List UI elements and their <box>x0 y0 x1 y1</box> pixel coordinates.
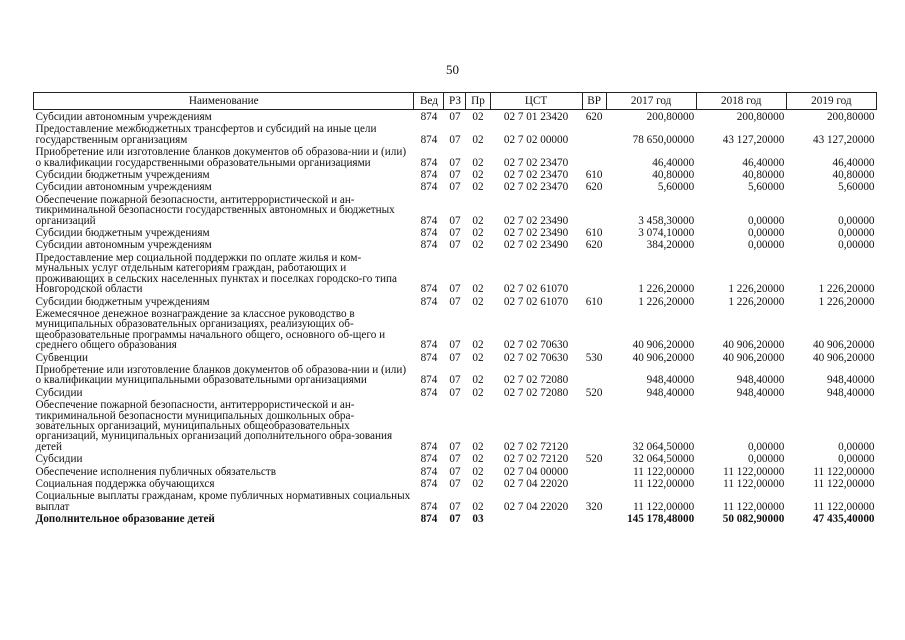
row-2019: 43 127,20000 <box>812 133 875 146</box>
row-rz: 07 <box>449 156 461 169</box>
total-2019: 47 435,40000 <box>812 513 875 526</box>
table-row <box>34 238 877 250</box>
row-2019: 40,80000 <box>832 169 875 182</box>
row-rz: 07 <box>449 465 461 478</box>
row-vr: 620 <box>585 111 603 123</box>
total-ved: 874 <box>420 513 438 526</box>
row-2018: 46,40000 <box>742 156 785 169</box>
row-rz: 07 <box>449 133 461 146</box>
row-ved: 874 <box>420 283 438 296</box>
row-cst: 02 7 02 72120 <box>503 440 569 453</box>
row-2018: 948,40000 <box>736 386 785 399</box>
row-rz: 07 <box>449 181 461 194</box>
row-2019: 0,00000 <box>838 440 875 453</box>
row-2019: 5,60000 <box>838 181 875 194</box>
row-2017: 46,40000 <box>652 156 695 169</box>
row-pr: 02 <box>472 453 484 466</box>
row-rz: 07 <box>449 214 461 227</box>
row-rz: 07 <box>449 386 461 399</box>
row-2018: 43 127,20000 <box>722 133 785 146</box>
row-2017: 384,20000 <box>646 239 695 252</box>
row-2018: 11 122,00000 <box>723 465 785 478</box>
table-row <box>34 251 877 295</box>
row-vr: 610 <box>585 295 603 308</box>
row-2019: 11 122,00000 <box>813 478 875 490</box>
row-ved: 874 <box>420 181 438 194</box>
row-pr: 02 <box>472 111 484 123</box>
row-vr: 320 <box>585 500 603 513</box>
row-name: Приобретение или изготовление бланков документов об образова-нии и (или) о квалификации государственными образовательными организациями <box>35 146 407 169</box>
row-cst: 02 7 04 22020 <box>503 500 569 513</box>
table-row <box>34 180 877 192</box>
row-name: Обеспечение пожарной безопасности, антитеррористической и ан-тикриминальной безопасности государственных автономных и бюджетных организаций <box>35 193 395 227</box>
total-row <box>34 512 877 524</box>
row-2017: 40 906,20000 <box>632 339 695 352</box>
total-name: Дополнительное образование детей <box>35 513 215 526</box>
row-ved: 874 <box>420 440 438 453</box>
row-pr: 02 <box>472 500 484 513</box>
row-2017: 78 650,00000 <box>632 133 695 146</box>
row-vr <box>582 145 606 168</box>
row-cst: 02 7 01 23420 <box>503 111 569 123</box>
row-cst: 02 7 02 23470 <box>503 181 569 194</box>
row-2018: 40 906,20000 <box>722 351 785 364</box>
row-cst: 02 7 02 61070 <box>503 295 569 308</box>
row-2017: 40,80000 <box>652 169 695 182</box>
row-2019: 11 122,00000 <box>813 500 875 513</box>
row-vr <box>582 122 606 145</box>
column-header-vr: ВР <box>582 93 606 110</box>
table-row <box>34 145 877 168</box>
row-2019: 0,00000 <box>838 453 875 466</box>
row-2019: 200,80000 <box>826 111 875 123</box>
table-row <box>34 351 877 363</box>
row-ved: 874 <box>420 169 438 182</box>
row-name: Субсидии бюджетным учреждениям <box>35 227 210 240</box>
table-row <box>34 295 877 307</box>
row-2017: 40 906,20000 <box>632 351 695 364</box>
row-name: Субсидии бюджетным учреждениям <box>35 295 210 308</box>
column-header-pr: Пр <box>466 93 490 110</box>
table-row <box>34 398 877 452</box>
row-rz: 07 <box>449 374 461 387</box>
row-ved: 874 <box>420 239 438 252</box>
row-2018: 11 122,00000 <box>723 500 785 513</box>
row-rz: 07 <box>449 295 461 308</box>
row-ved: 874 <box>420 500 438 513</box>
row-vr <box>582 307 606 351</box>
row-name: Субвенции <box>35 351 88 364</box>
row-cst: 02 7 02 23470 <box>503 169 569 182</box>
row-rz: 07 <box>449 111 461 123</box>
row-2019: 1 226,20000 <box>818 283 875 296</box>
row-2019: 948,40000 <box>826 374 875 387</box>
row-2018: 0,00000 <box>747 453 785 466</box>
total-2018: 50 082,90000 <box>722 513 785 526</box>
row-vr: 520 <box>585 386 603 399</box>
table-row <box>34 489 877 512</box>
row-pr: 02 <box>472 214 484 227</box>
row-name: Предоставление мер социальной поддержки по оплате жилья и ком-мунальных услуг отдельным категориям граждан, работающих и проживающих в сельских населенных пунктах и поселках городско-го типа Новгородской области <box>35 251 397 296</box>
row-name: Субсидии автономным учреждениям <box>35 239 212 252</box>
row-2018: 5,60000 <box>747 181 785 194</box>
row-name: Субсидии бюджетным учреждениям <box>35 169 210 182</box>
total-rz: 07 <box>449 513 461 526</box>
row-rz: 07 <box>449 351 461 364</box>
row-2017: 948,40000 <box>646 374 695 387</box>
table-row <box>34 363 877 386</box>
row-2018: 1 226,20000 <box>728 283 785 296</box>
row-vr: 520 <box>585 453 603 466</box>
row-pr: 02 <box>472 478 484 490</box>
row-pr: 02 <box>472 440 484 453</box>
row-pr: 02 <box>472 133 484 146</box>
row-2019: 0,00000 <box>838 214 875 227</box>
row-cst: 02 7 02 23470 <box>503 156 569 169</box>
row-name: Субсидии <box>35 386 83 399</box>
row-2017: 3 458,30000 <box>638 214 695 227</box>
row-2018: 1 226,20000 <box>728 295 785 308</box>
row-pr: 02 <box>472 295 484 308</box>
row-2017: 1 226,20000 <box>638 283 695 296</box>
row-2017: 948,40000 <box>646 386 695 399</box>
row-ved: 874 <box>420 111 438 123</box>
row-vr: 530 <box>585 351 603 364</box>
row-pr: 02 <box>472 374 484 387</box>
row-rz: 07 <box>449 440 461 453</box>
row-vr <box>582 465 606 477</box>
row-2018: 0,00000 <box>747 227 785 240</box>
row-2018: 948,40000 <box>736 374 785 387</box>
row-2019: 0,00000 <box>838 227 875 240</box>
row-vr: 620 <box>585 239 603 252</box>
row-ved: 874 <box>420 453 438 466</box>
row-rz: 07 <box>449 500 461 513</box>
table-row <box>34 477 877 489</box>
row-2019: 1 226,20000 <box>818 295 875 308</box>
table-row <box>34 168 877 180</box>
row-cst: 02 7 02 61070 <box>503 283 569 296</box>
row-cst: 02 7 02 70630 <box>503 339 569 352</box>
row-2017: 3 074,10000 <box>638 227 695 240</box>
row-2019: 40 906,20000 <box>812 351 875 364</box>
column-header-name: Наименование <box>34 93 414 110</box>
row-rz: 07 <box>449 239 461 252</box>
row-2017: 200,80000 <box>646 111 695 123</box>
column-header-2019: 2019 год <box>786 93 876 110</box>
row-2018: 40,80000 <box>742 169 785 182</box>
row-vr: 610 <box>585 169 603 182</box>
row-ved: 874 <box>420 227 438 240</box>
row-name: Приобретение или изготовление бланков документов об образова-нии и (или) о квалификации муниципальными образовательными организациями <box>35 363 407 387</box>
table-row <box>34 307 877 351</box>
row-ved: 874 <box>420 386 438 399</box>
table-row <box>34 122 877 145</box>
table-header <box>34 93 877 110</box>
row-rz: 07 <box>449 169 461 182</box>
row-pr: 02 <box>472 156 484 169</box>
row-rz: 07 <box>449 283 461 296</box>
column-header-cst: ЦСТ <box>490 93 582 110</box>
row-pr: 02 <box>472 351 484 364</box>
row-2018: 0,00000 <box>747 440 785 453</box>
row-2018: 0,00000 <box>747 239 785 252</box>
row-name: Социальная поддержка обучающихся <box>35 478 215 490</box>
row-cst: 02 7 02 00000 <box>503 133 569 146</box>
row-vr: 610 <box>585 227 603 240</box>
row-ved: 874 <box>420 374 438 387</box>
row-cst: 02 7 04 00000 <box>503 465 569 478</box>
column-header-2018: 2018 год <box>696 93 786 110</box>
row-ved: 874 <box>420 214 438 227</box>
row-2018: 11 122,00000 <box>723 478 785 490</box>
column-header-rz: РЗ <box>444 93 466 110</box>
row-2017: 1 226,20000 <box>638 295 695 308</box>
row-cst: 02 7 02 70630 <box>503 351 569 364</box>
budget-table <box>33 92 877 525</box>
total-cst <box>490 512 582 524</box>
total-vr <box>582 512 606 524</box>
column-header-2017: 2017 год <box>606 93 696 110</box>
row-2019: 948,40000 <box>826 386 875 399</box>
row-cst: 02 7 04 22020 <box>503 478 569 490</box>
row-2019: 40 906,20000 <box>812 339 875 352</box>
total-2017: 145 178,48000 <box>627 513 695 526</box>
table-row <box>34 452 877 464</box>
row-pr: 02 <box>472 169 484 182</box>
row-pr: 02 <box>472 465 484 478</box>
row-2019: 11 122,00000 <box>813 465 875 478</box>
row-2018: 200,80000 <box>736 111 785 123</box>
row-name: Обеспечение исполнения публичных обязательств <box>35 465 277 478</box>
row-2017: 32 064,50000 <box>632 440 695 453</box>
row-cst: 02 7 02 23490 <box>503 214 569 227</box>
table-row <box>34 386 877 398</box>
row-2017: 32 064,50000 <box>632 453 695 466</box>
page-number: 50 <box>446 62 459 77</box>
row-cst: 02 7 02 23490 <box>503 239 569 252</box>
column-header-ved: Вед <box>414 93 444 110</box>
row-name: Субсидии автономным учреждениям <box>35 111 212 123</box>
row-pr: 02 <box>472 339 484 352</box>
row-ved: 874 <box>420 351 438 364</box>
row-2017: 11 122,00000 <box>633 500 695 513</box>
row-ved: 874 <box>420 133 438 146</box>
row-cst: 02 7 02 72120 <box>503 453 569 466</box>
row-ved: 874 <box>420 156 438 169</box>
row-2018: 0,00000 <box>747 214 785 227</box>
row-cst: 02 7 02 72080 <box>503 386 569 399</box>
row-2019: 0,00000 <box>838 239 875 252</box>
row-pr: 02 <box>472 239 484 252</box>
row-pr: 02 <box>472 386 484 399</box>
total-pr: 03 <box>472 513 484 526</box>
row-rz: 07 <box>449 227 461 240</box>
table-row <box>34 110 877 123</box>
row-vr <box>582 251 606 295</box>
row-rz: 07 <box>449 339 461 352</box>
row-2018: 40 906,20000 <box>722 339 785 352</box>
row-name: Социальные выплаты гражданам, кроме публичных нормативных социальных выплат <box>35 490 411 513</box>
row-pr: 02 <box>472 181 484 194</box>
row-vr: 620 <box>585 181 603 194</box>
row-rz: 07 <box>449 453 461 466</box>
row-cst: 02 7 02 23490 <box>503 227 569 240</box>
row-2017: 5,60000 <box>657 181 695 194</box>
row-vr <box>582 363 606 386</box>
row-cst: 02 7 02 72080 <box>503 374 569 387</box>
row-rz: 07 <box>449 478 461 490</box>
row-ved: 874 <box>420 478 438 490</box>
row-pr: 02 <box>472 283 484 296</box>
table-row <box>34 465 877 477</box>
row-vr <box>582 477 606 489</box>
row-ved: 874 <box>420 465 438 478</box>
table-row <box>34 226 877 238</box>
row-ved: 874 <box>420 295 438 308</box>
row-name: Обеспечение пожарной безопасности, антитеррористической и ан-тикриминальной безопасности муниципальных дошкольных обра-зовательных организаций, муниципальных общеобразовательных организаций, муниципальных организаций дополнительного обра-зования детей <box>35 399 393 453</box>
row-vr <box>582 193 606 226</box>
row-name: Ежемесячное денежное вознаграждение за классное руководство в муниципальных образовательных организациях, реализующих об-щеобразовательные программы начального общего, основного об-щего и среднего общего образования <box>35 307 386 352</box>
table-row <box>34 193 877 226</box>
row-name: Субсидии <box>35 453 83 466</box>
row-name: Субсидии автономным учреждениям <box>35 181 212 194</box>
row-pr: 02 <box>472 227 484 240</box>
row-2019: 46,40000 <box>832 156 875 169</box>
row-vr <box>582 398 606 452</box>
row-name: Предоставление межбюджетных трансфертов и субсидий на иные цели государственным организациям <box>35 123 377 146</box>
row-2017: 11 122,00000 <box>633 478 695 490</box>
row-2017: 11 122,00000 <box>633 465 695 478</box>
table-body <box>34 110 877 525</box>
row-ved: 874 <box>420 339 438 352</box>
